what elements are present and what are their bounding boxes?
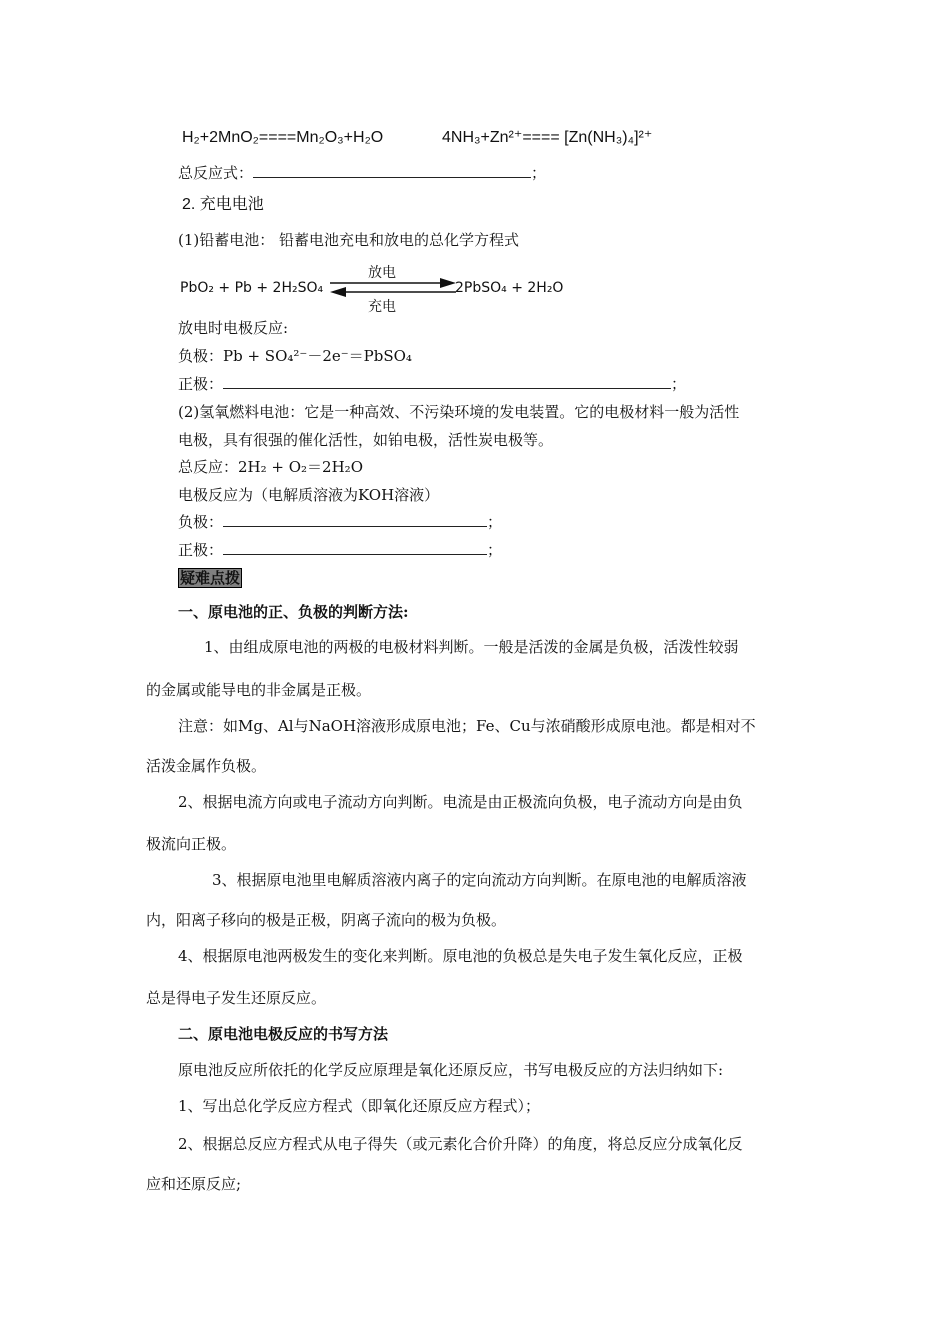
discharge-electrode-label: 放电时电极反应: xyxy=(178,319,289,337)
fuel-cell-total-reaction: 总反应：2H₂ + O₂＝2H₂O xyxy=(178,458,363,476)
difficulty-tag: 疑难点拨 xyxy=(180,569,241,587)
total-reaction-label: 总反应式： xyxy=(178,164,254,182)
heading-electrode-judgement: 一、原电池的正、负极的判断方法: xyxy=(178,603,409,621)
punctuation: ； xyxy=(487,541,503,559)
rule-4-line-1: 4、根据原电池两极发生的变化来判断。原电池的负极总是失电子发生氧化反应，正极 xyxy=(178,947,743,965)
method-step-2-line-1: 2、根据总反应方程式从电子得失（或元素化合价升降）的角度，将总反应分成氧化反 xyxy=(178,1135,743,1153)
note-line-1: 注意：如Mg、Al与NaOH溶液形成原电池；Fe、Cu与浓硝酸形成原电池。都是相对不 xyxy=(178,717,756,735)
reversible-arrow-icon xyxy=(328,278,458,298)
difficulty-tag-line xyxy=(178,568,242,588)
rule-1-line-1: 1、由组成原电池的两极的电极材料判断。一般是活泼的金属是负极，活泼性较弱 xyxy=(204,638,739,656)
positive-electrode-line xyxy=(178,374,686,394)
method-intro: 原电池反应所依托的化学反应原理是氧化还原反应，书写电极反应的方法归纳如下: xyxy=(178,1061,724,1079)
fuel-positive-line xyxy=(178,540,502,560)
answer-blank xyxy=(223,374,671,389)
fuel-cell-paragraph-1: (2)氢氧燃料电池：它是一种高效、不污染环境的发电装置。它的电极材料一般为活性 xyxy=(178,403,740,421)
punctuation: ； xyxy=(531,164,547,182)
charge-label: 充电 xyxy=(368,299,396,315)
rule-2-line-1: 2、根据电流方向或电子流动方向判断。电流是由正极流向负极，电子流动方向是由负 xyxy=(178,793,743,811)
method-step-2-line-2: 应和还原反应; xyxy=(146,1175,242,1193)
fuel-cell-paragraph-2: 电极，具有很强的催化活性，如铂电极，活性炭电极等。 xyxy=(178,431,554,449)
positive-electrode-label: 正极： xyxy=(178,375,224,393)
lead-acid-title: (1)铅蓄电池： 铅蓄电池充电和放电的总化学方程式 xyxy=(178,231,520,249)
rule-3-line-2: 内，阳离子移向的极是正极，阴离子流向的极为负极。 xyxy=(146,911,507,929)
negative-electrode-reaction: 负极：Pb + SO₄²⁻－2e⁻＝PbSO₄ xyxy=(178,347,412,365)
reaction-zn-ammine: 4NH₃+Zn²⁺==== [Zn(NH₃)₄]²⁺ xyxy=(442,129,653,146)
fuel-negative-line xyxy=(178,512,502,532)
discharge-label: 放电 xyxy=(368,265,396,281)
negative-label: 负极： xyxy=(178,513,224,531)
rule-4-line-2: 总是得电子发生还原反应。 xyxy=(146,989,327,1007)
equation-products: 2PbSO₄ + 2H₂O xyxy=(455,280,564,296)
electrolyte-note: 电极反应为（电解质溶液为KOH溶液） xyxy=(178,486,440,504)
positive-label: 正极： xyxy=(178,541,224,559)
rule-1-line-2: 的金属或能导电的非金属是正极。 xyxy=(146,681,372,699)
method-step-1: 1、写出总化学反应方程式（即氧化还原反应方程式）； xyxy=(178,1097,541,1115)
section-heading-rechargeable: 2. 充电电池 xyxy=(182,196,264,213)
heading-writing-method: 二、原电池电极反应的书写方法 xyxy=(178,1025,389,1043)
note-line-2: 活泼金属作负极。 xyxy=(146,757,267,775)
equation-reactants: PbO₂ + Pb + 2H₂SO₄ xyxy=(180,280,324,296)
rule-2-line-2: 极流向正极。 xyxy=(146,835,237,853)
reaction-mno2: H₂+2MnO₂====Mn₂O₃+H₂O xyxy=(182,129,384,146)
punctuation: ； xyxy=(671,375,687,393)
rule-3-line-1: 3、根据原电池里电解质溶液内离子的定向流动方向判断。在原电池的电解质溶液 xyxy=(212,871,747,889)
total-reaction-line xyxy=(178,163,546,183)
answer-blank xyxy=(223,540,487,555)
answer-blank xyxy=(253,163,531,178)
lead-acid-equation xyxy=(180,262,580,318)
punctuation: ； xyxy=(487,513,503,531)
answer-blank xyxy=(223,512,487,527)
